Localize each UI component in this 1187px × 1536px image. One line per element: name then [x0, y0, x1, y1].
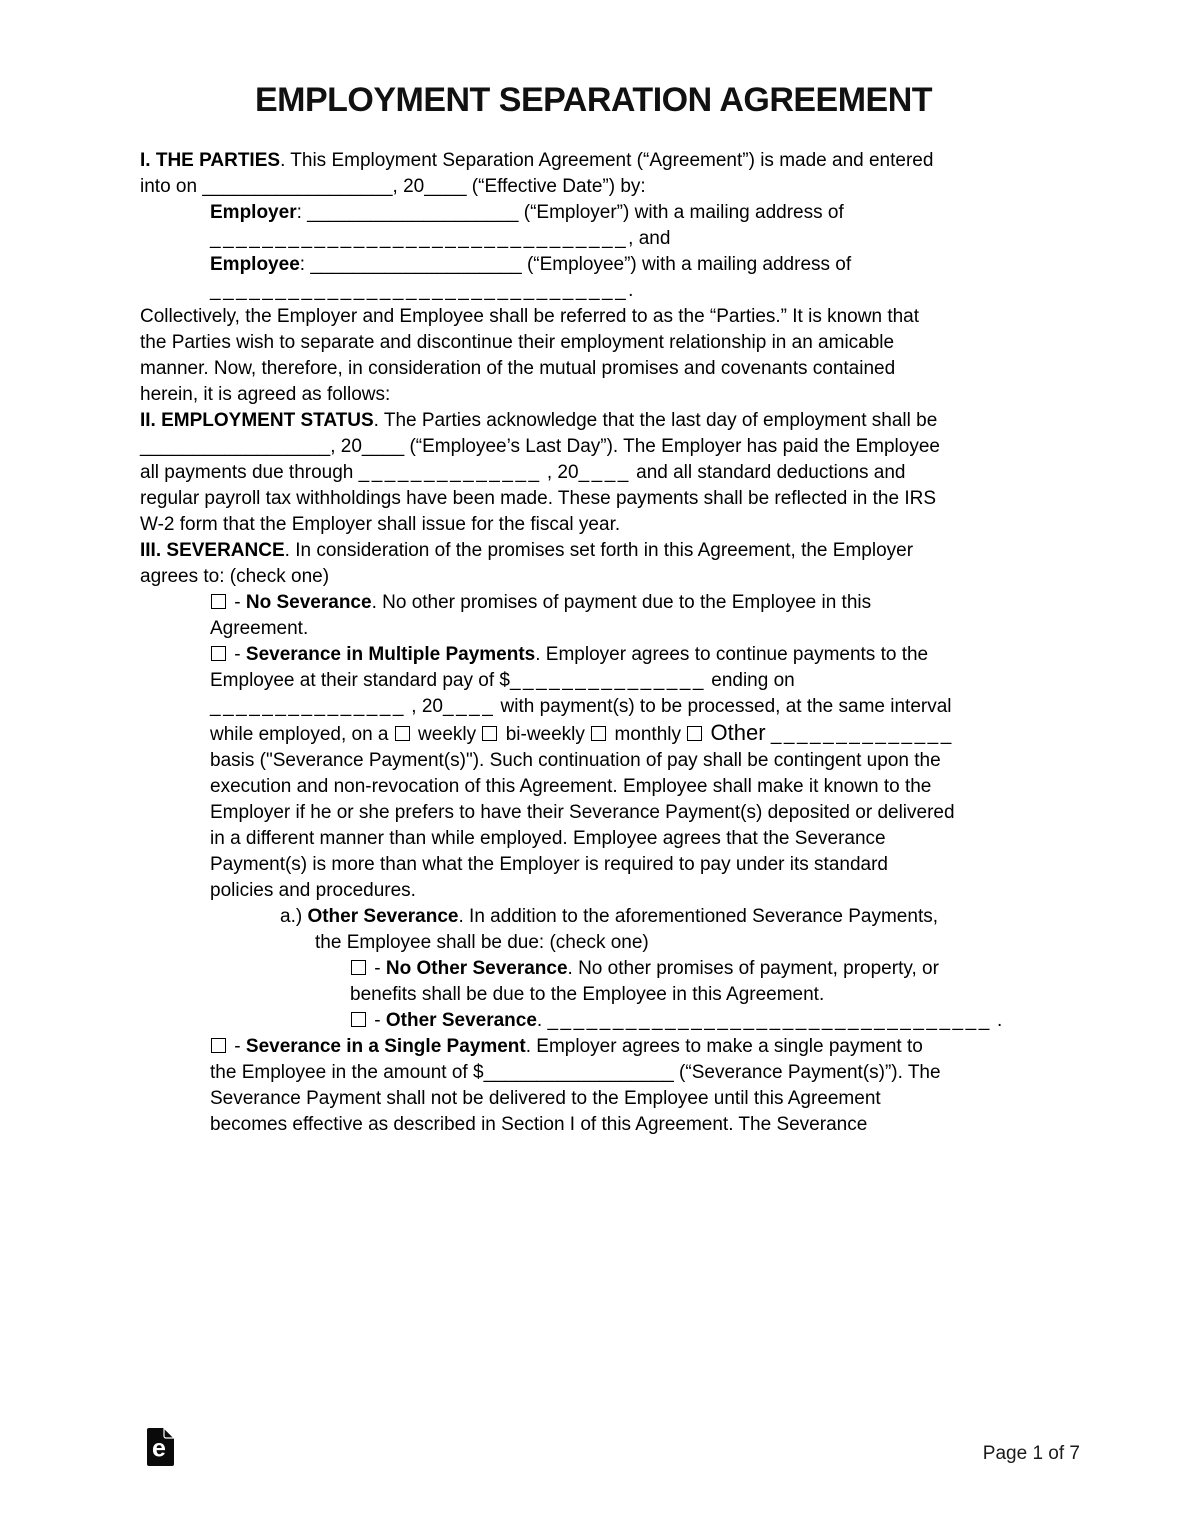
- ending-date-blank[interactable]: _______________: [210, 696, 407, 717]
- paragraph-employment-status: [140, 408, 1047, 538]
- other-interval-label: Other: [710, 720, 766, 745]
- payments-through-year-blank[interactable]: ____: [578, 462, 631, 483]
- other-interval-blank[interactable]: ______________: [770, 724, 954, 745]
- text-segment: -: [229, 1036, 246, 1057]
- option-label-no-other-severance: No Other Severance: [385, 958, 568, 979]
- text-segment: (“Effective Date”) by:: [466, 176, 646, 197]
- checkbox-no-severance[interactable]: [211, 594, 226, 609]
- text-segment: , 20: [406, 696, 443, 717]
- paragraph-parties-intro: [140, 148, 1047, 200]
- effective-year-blank[interactable]: ____: [424, 176, 467, 197]
- text-segment: Agreement.: [210, 618, 309, 639]
- checkbox-no-other-severance[interactable]: [351, 960, 366, 975]
- text-segment: the Employee shall be due: (check one): [315, 932, 649, 953]
- text-segment: , and: [628, 228, 671, 249]
- paragraph-employer-block: [140, 200, 1047, 252]
- last-day-blank[interactable]: __________________: [140, 436, 331, 457]
- text-segment: . Employer agrees to continue payments to the: [535, 644, 929, 665]
- employer-name-blank[interactable]: ____________________: [307, 202, 519, 223]
- paragraph-option-no-severance: [140, 590, 1047, 642]
- paragraph-option-other-severance: [140, 1008, 1047, 1034]
- paragraph-option-multiple-payments: [140, 642, 1047, 904]
- eforms-logo: [147, 1428, 174, 1474]
- text-segment: Employer if he or she prefers to have their Severance Payment(s) deposited or delivered: [210, 802, 955, 823]
- text-segment: and all standard deductions and: [630, 462, 906, 483]
- eforms-logo-letter: e: [152, 1434, 166, 1463]
- section-heading-parties: I. THE PARTIES: [140, 150, 281, 171]
- text-segment: execution and non-revocation of this Agreement. Employee shall make it known to the: [210, 776, 932, 797]
- text-segment: . This Employment Separation Agreement (“Agreement”) is made and entered: [280, 150, 934, 171]
- text-segment: :: [299, 254, 311, 275]
- paragraph-employee-block: [140, 252, 1047, 304]
- text-segment: (“Employee’s Last Day”). The Employer has paid the Employee: [404, 436, 940, 457]
- text-segment: . No other promises of payment, property, or: [567, 958, 939, 979]
- text-segment: bi-weekly: [500, 724, 591, 745]
- effective-date-blank[interactable]: __________________: [202, 176, 393, 197]
- text-segment: becomes effective as described in Section I of this Agreement. The Severance: [210, 1114, 868, 1135]
- text-segment: .: [628, 280, 634, 301]
- employer-address-blank[interactable]: ________________________________: [210, 228, 629, 249]
- text-segment: , 20: [330, 436, 362, 457]
- checkbox-monthly[interactable]: [591, 726, 606, 741]
- subsection-label-other-severance: Other Severance: [307, 906, 459, 927]
- paragraph-severance-intro: [140, 538, 1047, 590]
- text-segment: , 20: [392, 176, 425, 197]
- paragraph-collectively: [140, 304, 1047, 408]
- section-heading-employment-status: II. EMPLOYMENT STATUS: [140, 410, 374, 431]
- option-label-other-severance: Other Severance: [385, 1010, 537, 1031]
- text-segment: W-2 form that the Employer shall issue for the fiscal year.: [140, 514, 621, 535]
- standard-pay-amount-blank[interactable]: _______________: [509, 670, 706, 691]
- ending-year-blank[interactable]: ____: [443, 696, 496, 717]
- text-segment: herein, it is agreed as follows:: [140, 384, 391, 405]
- text-segment: Collectively, the Employer and Employee shall be referred to as the “Parties.” It is known that: [140, 306, 920, 327]
- text-segment: into on: [140, 176, 203, 197]
- text-segment: manner. Now, therefore, in consideration of the mutual promises and covenants contained: [140, 358, 896, 379]
- text-segment: .: [991, 1010, 1003, 1031]
- text-segment: . Employer agrees to make a single payment to: [525, 1036, 923, 1057]
- text-segment: , 20: [541, 462, 579, 483]
- text-segment: . In consideration of the promises set forth in this Agreement, the Employer: [284, 540, 914, 561]
- text-segment: . The Parties acknowledge that the last day of employment shall be: [373, 410, 938, 431]
- checkbox-severance-multiple-payments[interactable]: [211, 646, 226, 661]
- option-label-no-severance: No Severance: [245, 592, 372, 613]
- section-heading-severance: III. SEVERANCE: [140, 540, 285, 561]
- text-segment: weekly: [412, 724, 482, 745]
- paragraph-option-single-payment: [140, 1034, 1047, 1138]
- text-segment: monthly: [609, 724, 687, 745]
- text-segment: . No other promises of payment due to the Employee in this: [371, 592, 872, 613]
- document-title: EMPLOYMENT SEPARATION AGREEMENT: [254, 81, 933, 119]
- checkbox-weekly[interactable]: [395, 726, 410, 741]
- text-segment: -: [369, 958, 386, 979]
- text-segment: (“Employee”) with a mailing address of: [521, 254, 852, 275]
- paragraph-option-no-other-severance: [140, 956, 1047, 1008]
- option-label-single-payment: Severance in a Single Payment: [245, 1036, 526, 1057]
- employee-address-blank[interactable]: ________________________________: [210, 280, 629, 301]
- employer-label: Employer: [210, 202, 297, 223]
- option-label-multiple-payments: Severance in Multiple Payments: [245, 644, 536, 665]
- text-segment: regular payroll tax withholdings have been made. These payments shall be reflected in the IRS: [140, 488, 936, 509]
- text-segment: while employed, on a: [210, 724, 394, 745]
- employee-label: Employee: [210, 254, 300, 275]
- text-segment: -: [369, 1010, 386, 1031]
- text-segment: .: [536, 1010, 548, 1031]
- paragraph-other-severance-heading: [140, 904, 1047, 956]
- text-segment: with payment(s) to be processed, at the same interval: [495, 696, 952, 717]
- checkbox-other-severance[interactable]: [351, 1012, 366, 1027]
- checkbox-biweekly[interactable]: [482, 726, 497, 741]
- text-segment: . In addition to the aforementioned Severance Payments,: [458, 906, 939, 927]
- text-segment: Severance Payment shall not be delivered to the Employee until this Agreement: [210, 1088, 881, 1109]
- text-segment: benefits shall be due to the Employee in this Agreement.: [350, 984, 825, 1005]
- checkbox-other-interval[interactable]: [687, 726, 702, 741]
- text-segment: all payments due through: [140, 462, 359, 483]
- text-segment: the Employee in the amount of $: [210, 1062, 484, 1083]
- text-segment: ending on: [705, 670, 795, 691]
- payments-through-blank[interactable]: ______________: [358, 462, 542, 483]
- text-segment: basis ("Severance Payment(s)"). Such continuation of pay shall be contingent upon the: [210, 750, 941, 771]
- text-segment: agrees to: (check one): [140, 566, 330, 587]
- other-severance-desc-blank[interactable]: __________________________________: [547, 1010, 992, 1031]
- text-segment: :: [296, 202, 308, 223]
- checkbox-severance-single-payment[interactable]: [211, 1038, 226, 1053]
- text-segment: the Parties wish to separate and discontinue their employment relationship in an amicable: [140, 332, 895, 353]
- text-segment: -: [229, 592, 246, 613]
- text-segment: (“Severance Payment(s)”). The: [673, 1062, 941, 1083]
- text-segment: -: [229, 644, 246, 665]
- employee-name-blank[interactable]: ____________________: [310, 254, 522, 275]
- eforms-logo-icon: [147, 1428, 174, 1466]
- text-segment: Payment(s) is more than what the Employer is required to pay under its standard: [210, 854, 888, 875]
- text-segment: (“Employer”) with a mailing address of: [518, 202, 844, 223]
- text-segment: a.): [280, 906, 308, 927]
- single-payment-amount-blank[interactable]: __________________: [483, 1062, 674, 1083]
- text-segment: policies and procedures.: [210, 880, 416, 901]
- text-segment: in a different manner than while employed. Employee agrees that the Severance: [210, 828, 886, 849]
- last-day-year-blank[interactable]: ____: [361, 436, 405, 457]
- text-segment: Employee at their standard pay of $: [210, 670, 510, 691]
- page-number-label: Page 1 of 7: [982, 1443, 1080, 1464]
